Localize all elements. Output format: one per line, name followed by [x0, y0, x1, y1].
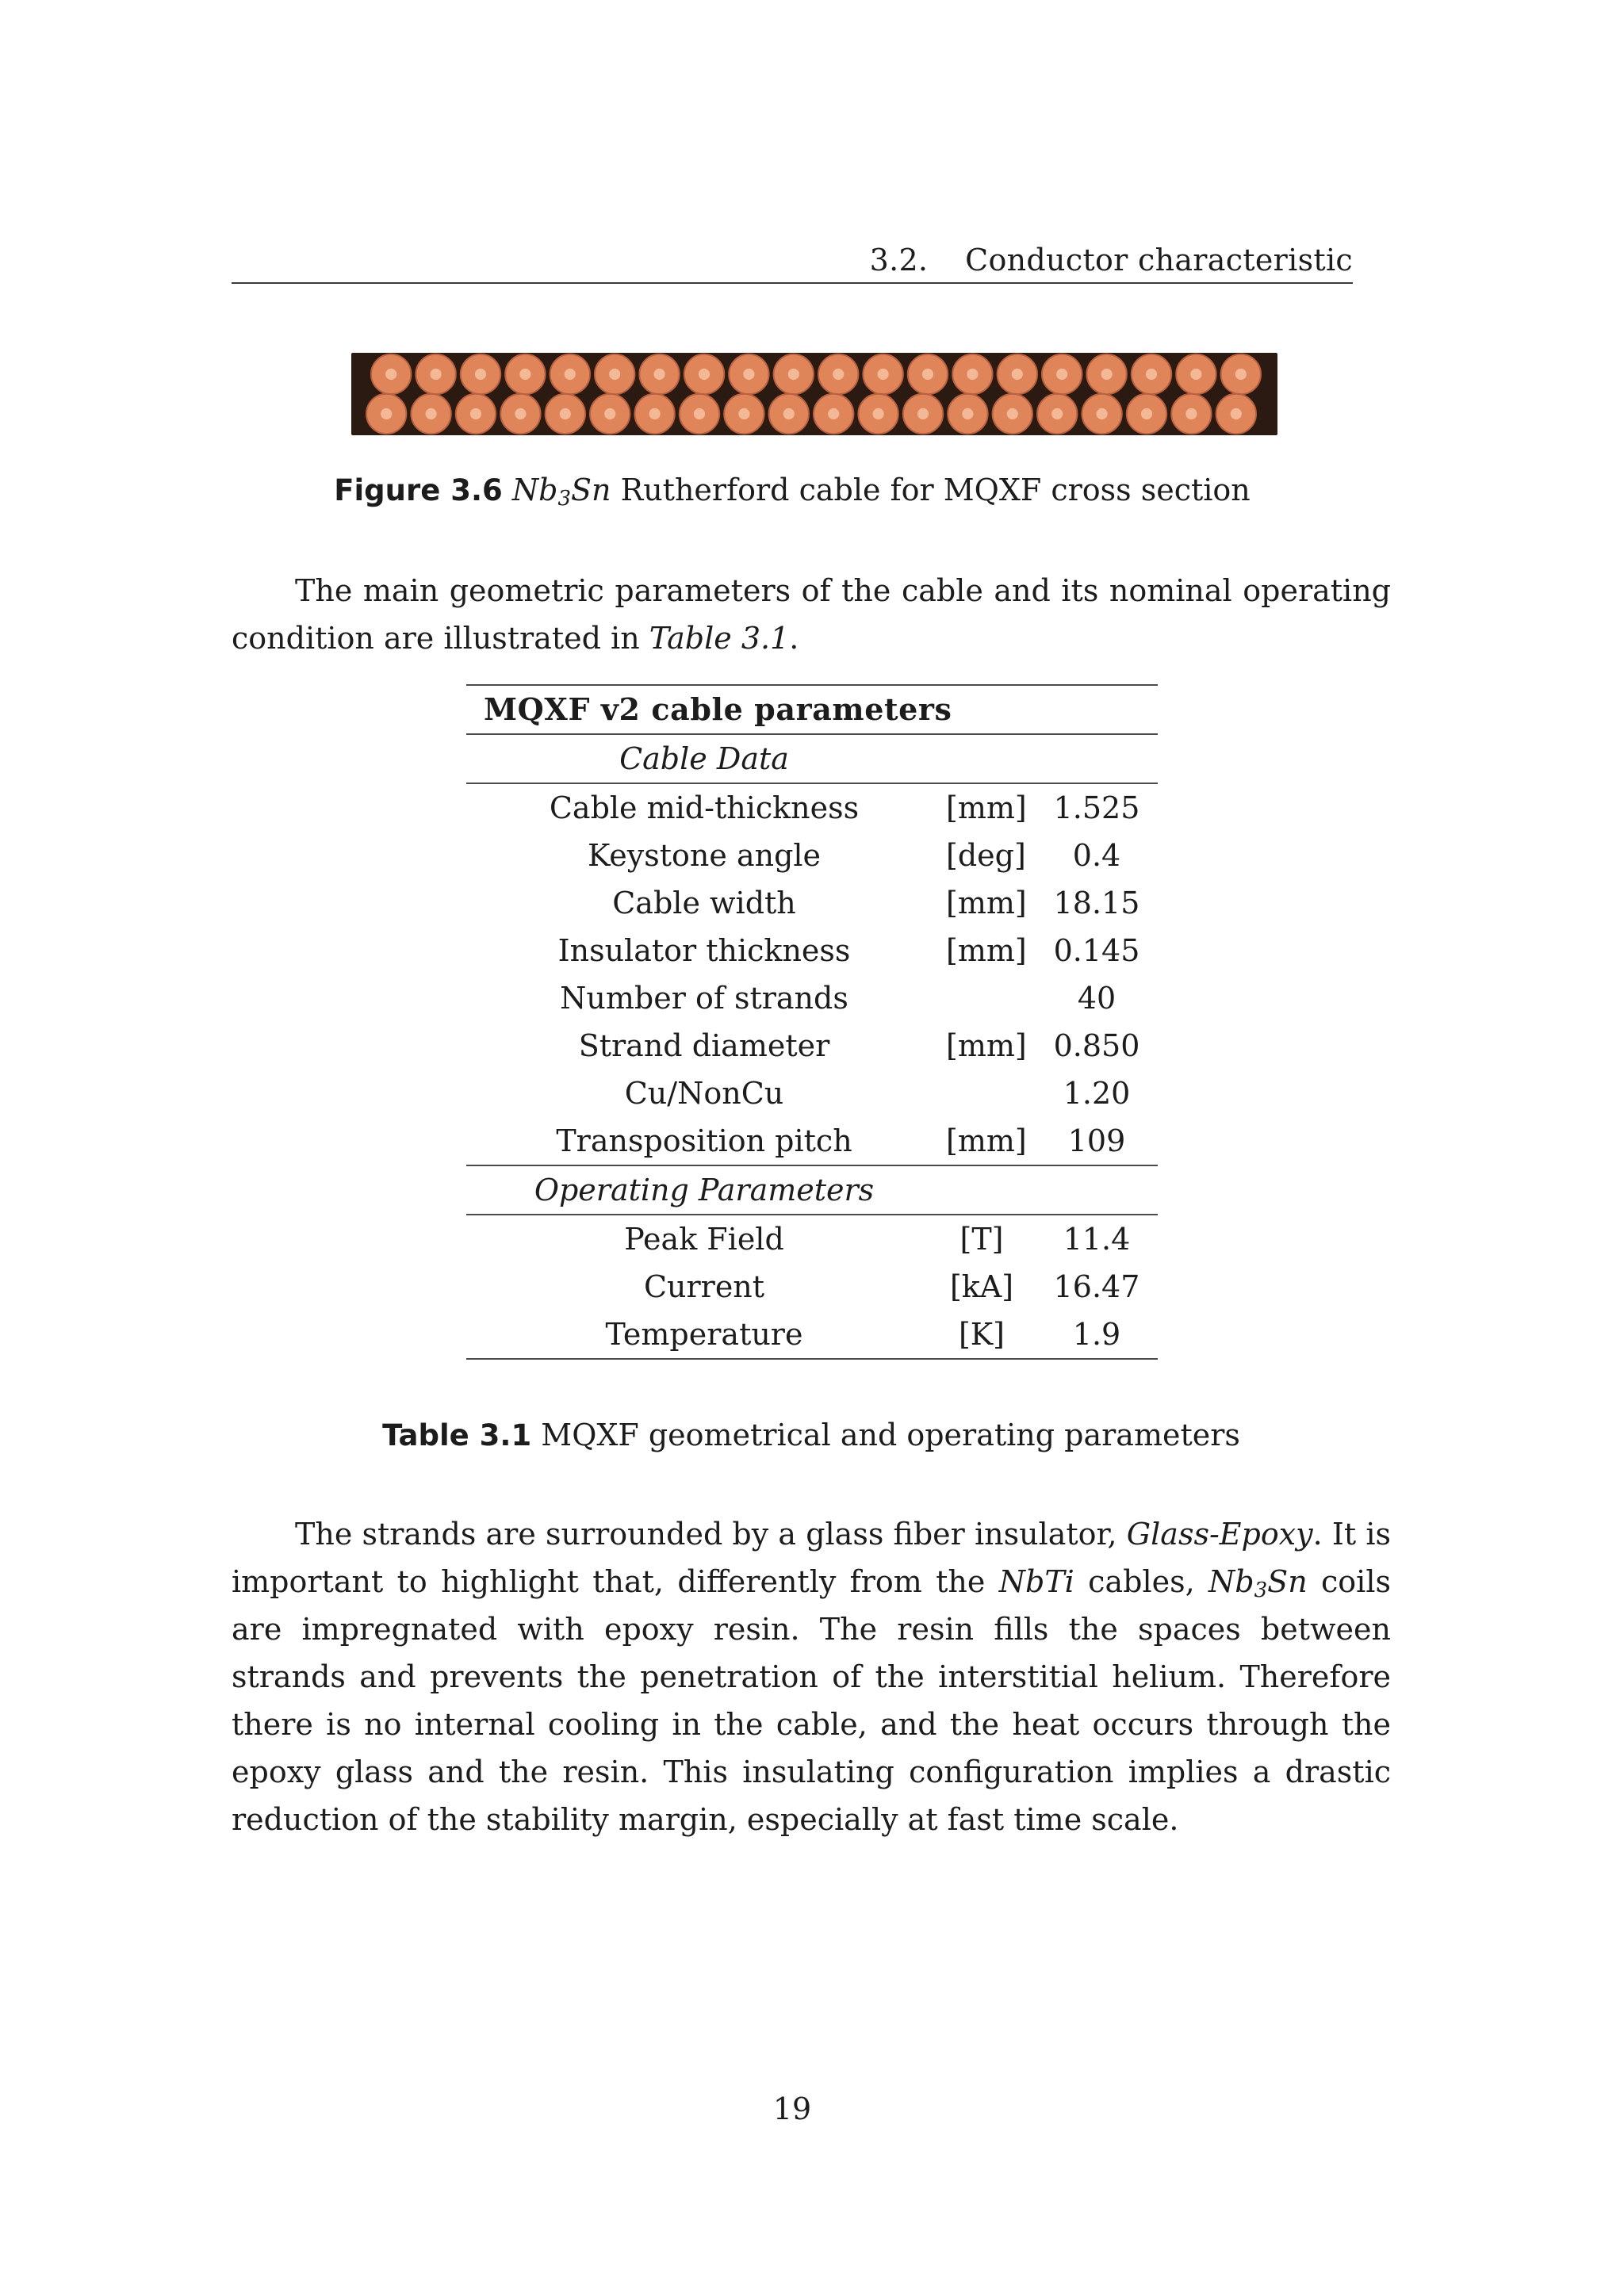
param-name: Keystone angle: [587, 838, 822, 873]
strand-core: [426, 408, 437, 419]
strand-core: [788, 369, 799, 380]
strand-core: [699, 369, 710, 380]
cable-cross-section-svg: [351, 353, 1277, 435]
strand-core: [1231, 408, 1242, 419]
table-caption-text: MQXF geometrical and operating parameters: [531, 1418, 1240, 1452]
strand-core: [431, 369, 442, 380]
param-unit: [mm]: [946, 933, 1027, 968]
strand-core: [565, 369, 576, 380]
param-name: Transposition pitch: [556, 1123, 852, 1158]
strand-core: [649, 408, 661, 419]
param-value: 0.145: [1053, 933, 1140, 968]
strand-core: [967, 369, 978, 380]
param-value: 109: [1067, 1123, 1126, 1158]
table-row: [466, 1117, 1158, 1165]
strand-core: [694, 408, 705, 419]
strand-core: [828, 408, 839, 419]
table-title: MQXF v2 cable parameters: [484, 691, 952, 727]
table-row: [466, 784, 1158, 832]
strand-core: [519, 369, 530, 380]
strand-core: [381, 408, 392, 419]
strand-core: [1097, 408, 1108, 419]
strand-core: [783, 408, 795, 419]
table-row: [466, 879, 1158, 927]
table-title-row: [466, 684, 1158, 733]
table-section-cable-data: Cable Data: [466, 733, 1158, 783]
strand-core: [515, 408, 526, 419]
strand-core: [1012, 369, 1023, 380]
glass-epoxy-term: Glass-Epoxy: [1126, 1517, 1313, 1552]
strand-core: [738, 408, 749, 419]
table-row: [466, 832, 1158, 879]
strand-core: [962, 408, 973, 419]
header-section-title: Conductor characteristic: [965, 243, 1353, 277]
strand-core: [1185, 408, 1197, 419]
strand-core: [878, 369, 889, 380]
param-value: 0.4: [1072, 838, 1121, 873]
strand-core: [604, 408, 615, 419]
strand-core: [917, 408, 929, 419]
strand-core: [1141, 408, 1152, 419]
strand-core: [654, 369, 665, 380]
table-row: [466, 974, 1158, 1022]
table-row: [466, 927, 1158, 974]
param-value: 18.15: [1053, 886, 1140, 920]
param-name: Insulator thickness: [557, 933, 851, 968]
nb3sn-term: $Nb_3Sn$: [1208, 1564, 1308, 1602]
strand-core: [1235, 369, 1247, 380]
table-caption: [232, 1413, 1391, 1458]
figure-caption: [232, 468, 1353, 521]
strand-core: [1007, 408, 1018, 419]
param-name: Number of strands: [560, 981, 848, 1016]
table-section-operating: Operating Parameters: [466, 1165, 1158, 1214]
parameters-table: [466, 684, 1158, 1360]
param-value: 16.47: [1053, 1269, 1140, 1304]
strand-core: [1101, 369, 1113, 380]
table-row: [466, 1311, 1158, 1358]
strand-core: [1190, 369, 1201, 380]
param-unit: [T]: [959, 1222, 1004, 1257]
param-unit: [mm]: [946, 1123, 1027, 1158]
table-row: [466, 1022, 1158, 1070]
table-row: [466, 1070, 1158, 1117]
strand-core: [609, 369, 620, 380]
operating-rows: [466, 1214, 1158, 1360]
table-label: Table 3.1: [382, 1418, 532, 1452]
table-reference: Table 3.1: [649, 621, 790, 656]
paragraph-2: The strands are surrounded by a glass fiber insulator, Glass-Epoxy. It is important to highlight that, differently from the NbTi cables, $Nb_3Sn$ coils are impregnated with epoxy resin. The resin fills the spaces between strands and prevents the penetration of the interstitial helium. Therefore there is no internal cooling in the cable, and the heat occurs through the epoxy glass and the resin. This insulating configuration implies a drastic reduction of the stability margin, especially at fast time scale.: [232, 1517, 1391, 1837]
page-number: 19: [772, 2091, 812, 2126]
table-row: [466, 1263, 1158, 1311]
header-section-number: 3.2.: [869, 243, 929, 277]
cable-cross-section-image: [351, 353, 1277, 435]
param-unit: [deg]: [946, 838, 1026, 873]
param-unit: [mm]: [946, 1028, 1027, 1063]
figure-label: Figure 3.6: [334, 473, 503, 507]
strand-core: [470, 408, 481, 419]
strand-core: [873, 408, 884, 419]
param-value: 1.9: [1072, 1317, 1121, 1352]
strand-core: [1051, 408, 1063, 419]
figure-caption-text: Rutherford cable for MQXF cross section: [611, 473, 1251, 507]
param-unit: [mm]: [946, 886, 1027, 920]
paragraph-1-text: The main geometric parameters of the cable and its nominal operating condition are illustrated in: [232, 573, 1391, 656]
strand-core: [743, 369, 754, 380]
strand-core: [385, 369, 396, 380]
param-name: Current: [643, 1269, 765, 1304]
param-unit: [kA]: [949, 1269, 1014, 1304]
param-name: Strand diameter: [578, 1028, 830, 1063]
param-value: 40: [1077, 981, 1116, 1016]
figure-math-nb3sn: $Nb_3Sn$: [511, 473, 611, 511]
param-name: Cable width: [612, 886, 796, 920]
strand-core: [560, 408, 571, 419]
strand-core: [1056, 369, 1067, 380]
strand-core: [475, 369, 486, 380]
param-value: 1.20: [1063, 1076, 1131, 1111]
paragraph-1: The main geometric parameters of the cable and its nominal operating condition are illustrated in Table 3.1.: [232, 573, 1391, 656]
strand-core: [833, 369, 844, 380]
param-name: Cable mid-thickness: [549, 790, 860, 825]
param-name: Cu/NonCu: [624, 1076, 784, 1111]
param-value: 1.525: [1053, 790, 1140, 825]
nbti-term: NbTi: [998, 1564, 1074, 1599]
cable-data-rows: [466, 783, 1158, 1165]
strand-core: [1146, 369, 1157, 380]
param-value: 0.850: [1053, 1028, 1140, 1063]
param-name: Temperature: [605, 1317, 803, 1352]
param-unit: [K]: [958, 1317, 1005, 1352]
param-value: 11.4: [1063, 1222, 1131, 1257]
running-header: [232, 238, 1353, 284]
table-row: [466, 1215, 1158, 1263]
param-unit: [mm]: [946, 790, 1027, 825]
param-name: Peak Field: [624, 1222, 784, 1257]
strand-core: [922, 369, 933, 380]
